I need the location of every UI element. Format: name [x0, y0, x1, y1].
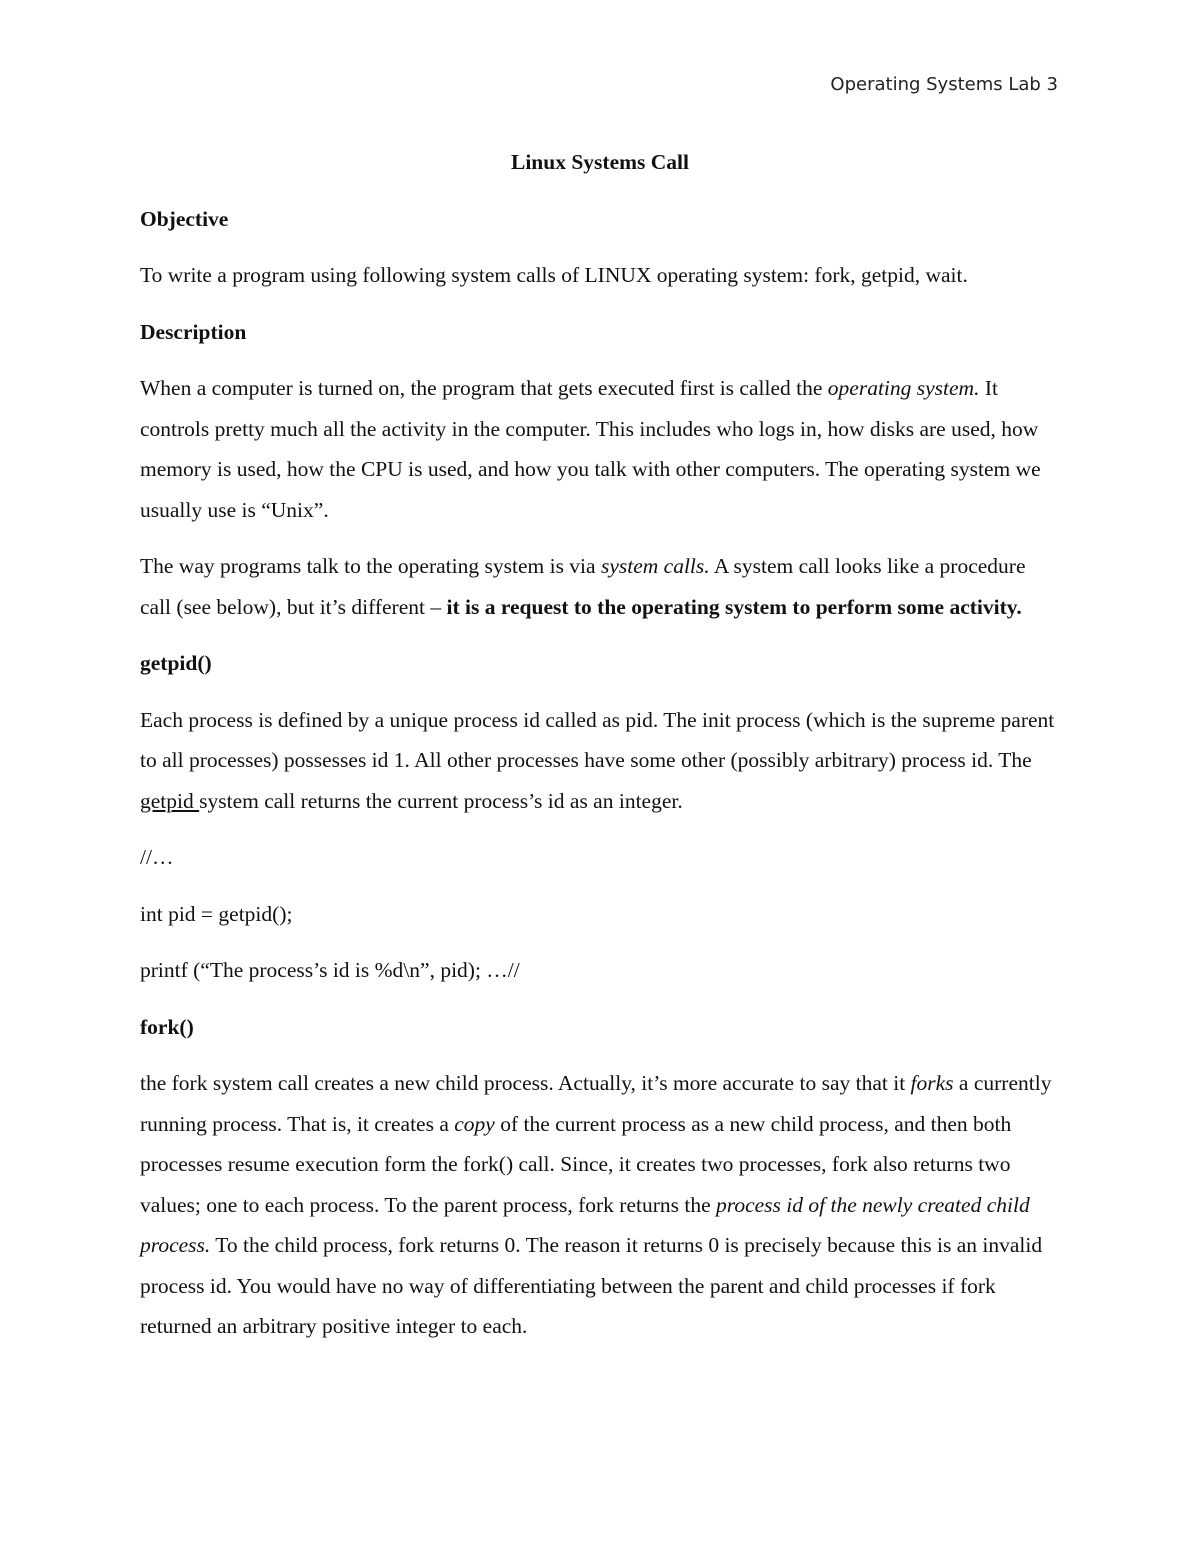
text-run: When a computer is turned on, the program that gets executed first is called the	[140, 376, 828, 400]
getpid-heading: getpid()	[140, 651, 212, 675]
bold-run: it is a request to the operating system to perform some activity.	[446, 594, 1022, 619]
objective-heading: Objective	[140, 206, 229, 231]
text-run: The way programs talk to the operating system is via	[140, 554, 601, 578]
text-run: A system call looks like a procedure call (see below), but it’s different –	[140, 554, 1026, 619]
code-line-3: printf (“The process’s id is %d\n”, pid); …//	[140, 958, 520, 982]
code-line-1: //…	[140, 845, 174, 869]
running-head: Operating Systems Lab 3	[830, 74, 1058, 95]
fork-heading: fork()	[140, 1014, 194, 1039]
emphasis-run: process id of the newly created child process.	[140, 1192, 1030, 1257]
text-run: system call returns the current process’s id as an integer.	[199, 788, 683, 813]
text-run: It controls pretty much all the activity in the computer. This includes who logs in, how disks are used, how memory is used, how the CPU is used, and how you talk with other computers. The operating system we usually use is “Unix”.	[140, 376, 1041, 522]
text-run: a currently running process. That is, it creates a	[140, 1071, 1052, 1136]
text-run: Each process is defined by a unique process id called as pid. The init process (which is the supreme parent to all processes) possesses id 1. All other processes have some other (possibly arbitrary) process id. The	[140, 707, 1055, 772]
emphasis-run: forks	[910, 1071, 954, 1095]
code-line-2: int pid = getpid();	[140, 901, 293, 926]
document-title: Linux Systems Call	[510, 150, 689, 174]
getpid-paragraph	[140, 700, 1060, 822]
text-run: To the child process, fork returns 0. The reason it returns 0 is precisely because this is an invalid process id. You would have no way of differentiating between the parent and child processes if fork returned an arbitrary positive integer to each.	[140, 1233, 1043, 1338]
description-heading: Description	[140, 319, 247, 344]
description-paragraph-2	[140, 546, 1060, 627]
text-run: of the current process as a new child process, and then both processes resume execution form the fork() call. Since, it creates two processes, fork also returns two values; one to each process. To the parent process, fork returns the	[140, 1111, 1012, 1217]
emphasis-run: copy	[454, 1111, 495, 1136]
objective-text: To write a program using following system calls of LINUX operating system: fork, getpid, wait.	[140, 263, 968, 287]
text-run: the fork system call creates a new child process. Actually, it’s more accurate to say that it	[140, 1071, 911, 1095]
getpid-underlined-term: getpid	[140, 788, 200, 813]
document-body	[140, 142, 1060, 1363]
emphasis-run: system calls.	[600, 554, 710, 578]
fork-paragraph	[140, 1063, 1060, 1347]
description-paragraph-1	[140, 368, 1060, 530]
emphasis-run: operating system.	[827, 376, 980, 400]
